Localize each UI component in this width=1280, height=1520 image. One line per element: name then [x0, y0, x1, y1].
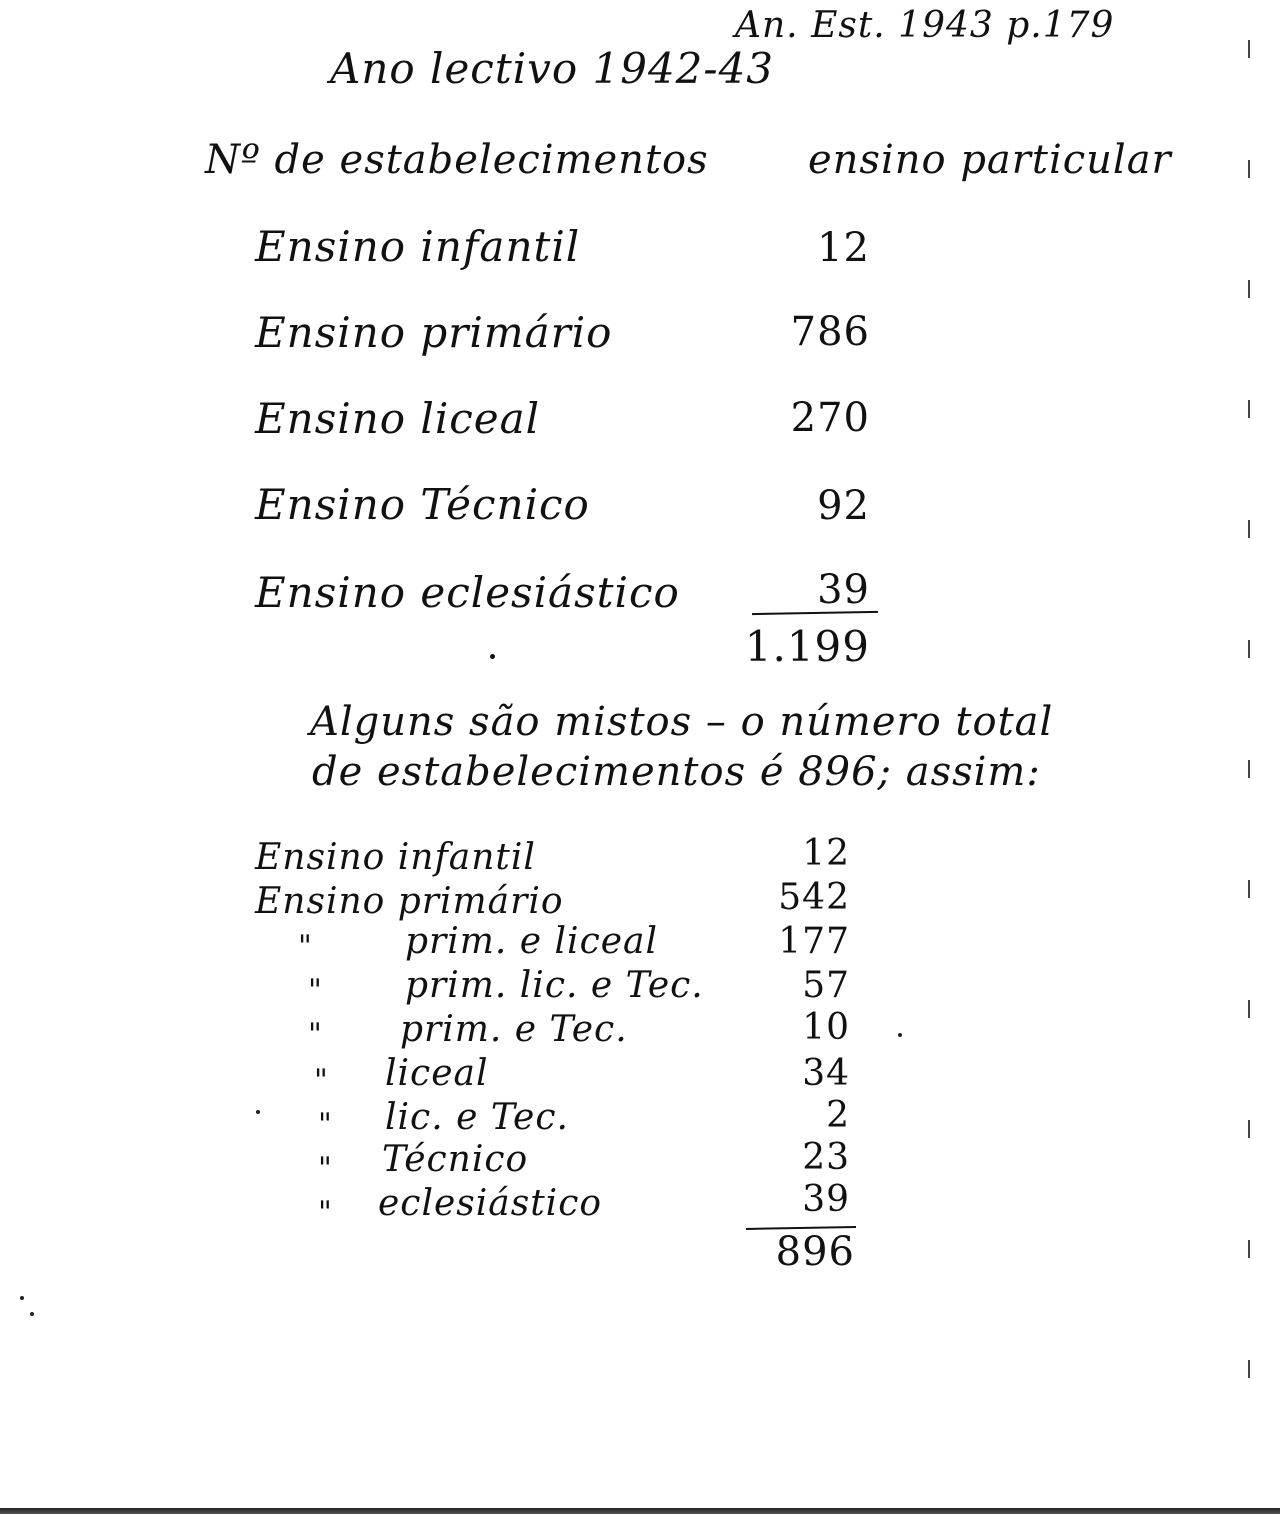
ditto-mark: ": [318, 1195, 333, 1230]
t1-value-eclesiastico: 39: [817, 567, 870, 613]
t1-label-primario: Ensino primário: [255, 308, 613, 357]
ink-speck: [256, 1110, 260, 1114]
ditto-mark: ": [314, 1063, 329, 1098]
t2-value-prim-tec: 10: [802, 1007, 850, 1048]
ditto-mark: ": [298, 929, 313, 964]
t2-value-liceal: 34: [802, 1053, 850, 1094]
t1-label-infantil: Ensino infantil: [255, 222, 581, 271]
ink-speck: [898, 1033, 902, 1037]
t2-label-prim-tec: prim. e Tec.: [400, 1009, 628, 1050]
t2-value-prim-lic-tec: 57: [802, 965, 850, 1006]
ink-speck: [30, 1312, 34, 1316]
column-heading-left: Nº de estabelecimentos: [205, 137, 709, 183]
ink-dot: [490, 654, 495, 659]
t1-label-tecnico: Ensino Técnico: [255, 480, 590, 529]
ink-speck: [20, 1296, 24, 1300]
scan-edge-marks: [1248, 40, 1250, 1440]
t2-total: 896: [775, 1229, 855, 1275]
page-title: Ano lectivo 1942-43: [330, 44, 775, 93]
t1-label-liceal: Ensino liceal: [255, 394, 541, 443]
t1-total: 1.199: [744, 622, 870, 671]
t2-value-infantil: 12: [802, 833, 850, 874]
t2-label-prim-liceal: prim. e liceal: [405, 921, 659, 962]
t2-value-prim-liceal: 177: [778, 921, 850, 962]
t2-label-primario: Ensino primário: [255, 881, 564, 922]
t2-label-eclesiastico: eclesiástico: [378, 1183, 603, 1224]
t2-label-tecnico: Técnico: [382, 1139, 529, 1180]
t1-value-infantil: 12: [817, 225, 870, 271]
t2-label-infantil: Ensino infantil: [255, 837, 536, 878]
t1-value-primario: 786: [790, 309, 870, 355]
sum-rule: [752, 611, 878, 615]
note-line-1: Alguns são mistos – o número total: [310, 699, 1054, 745]
t2-value-eclesiastico: 39: [802, 1179, 850, 1220]
ditto-mark: ": [308, 1017, 323, 1052]
t2-value-lic-tec: 2: [826, 1095, 850, 1136]
t2-label-lic-tec: lic. e Tec.: [385, 1097, 569, 1138]
ditto-mark: ": [318, 1151, 333, 1186]
ditto-mark: ": [318, 1107, 333, 1142]
t1-label-eclesiastico: Ensino eclesiástico: [255, 568, 680, 617]
t1-value-tecnico: 92: [817, 483, 870, 529]
reference-note: An. Est. 1943 p.179: [735, 5, 1115, 46]
t1-value-liceal: 270: [790, 395, 870, 441]
t2-value-primario: 542: [778, 877, 850, 918]
note-line-2: de estabelecimentos é 896; assim:: [312, 749, 1041, 795]
t2-value-tecnico: 23: [802, 1137, 850, 1178]
scan-bottom-edge: [0, 1508, 1280, 1514]
t2-label-prim-lic-tec: prim. lic. e Tec.: [405, 965, 704, 1006]
t2-label-liceal: liceal: [385, 1053, 489, 1094]
column-heading-right: ensino particular: [808, 137, 1172, 183]
ditto-mark: ": [308, 973, 323, 1008]
